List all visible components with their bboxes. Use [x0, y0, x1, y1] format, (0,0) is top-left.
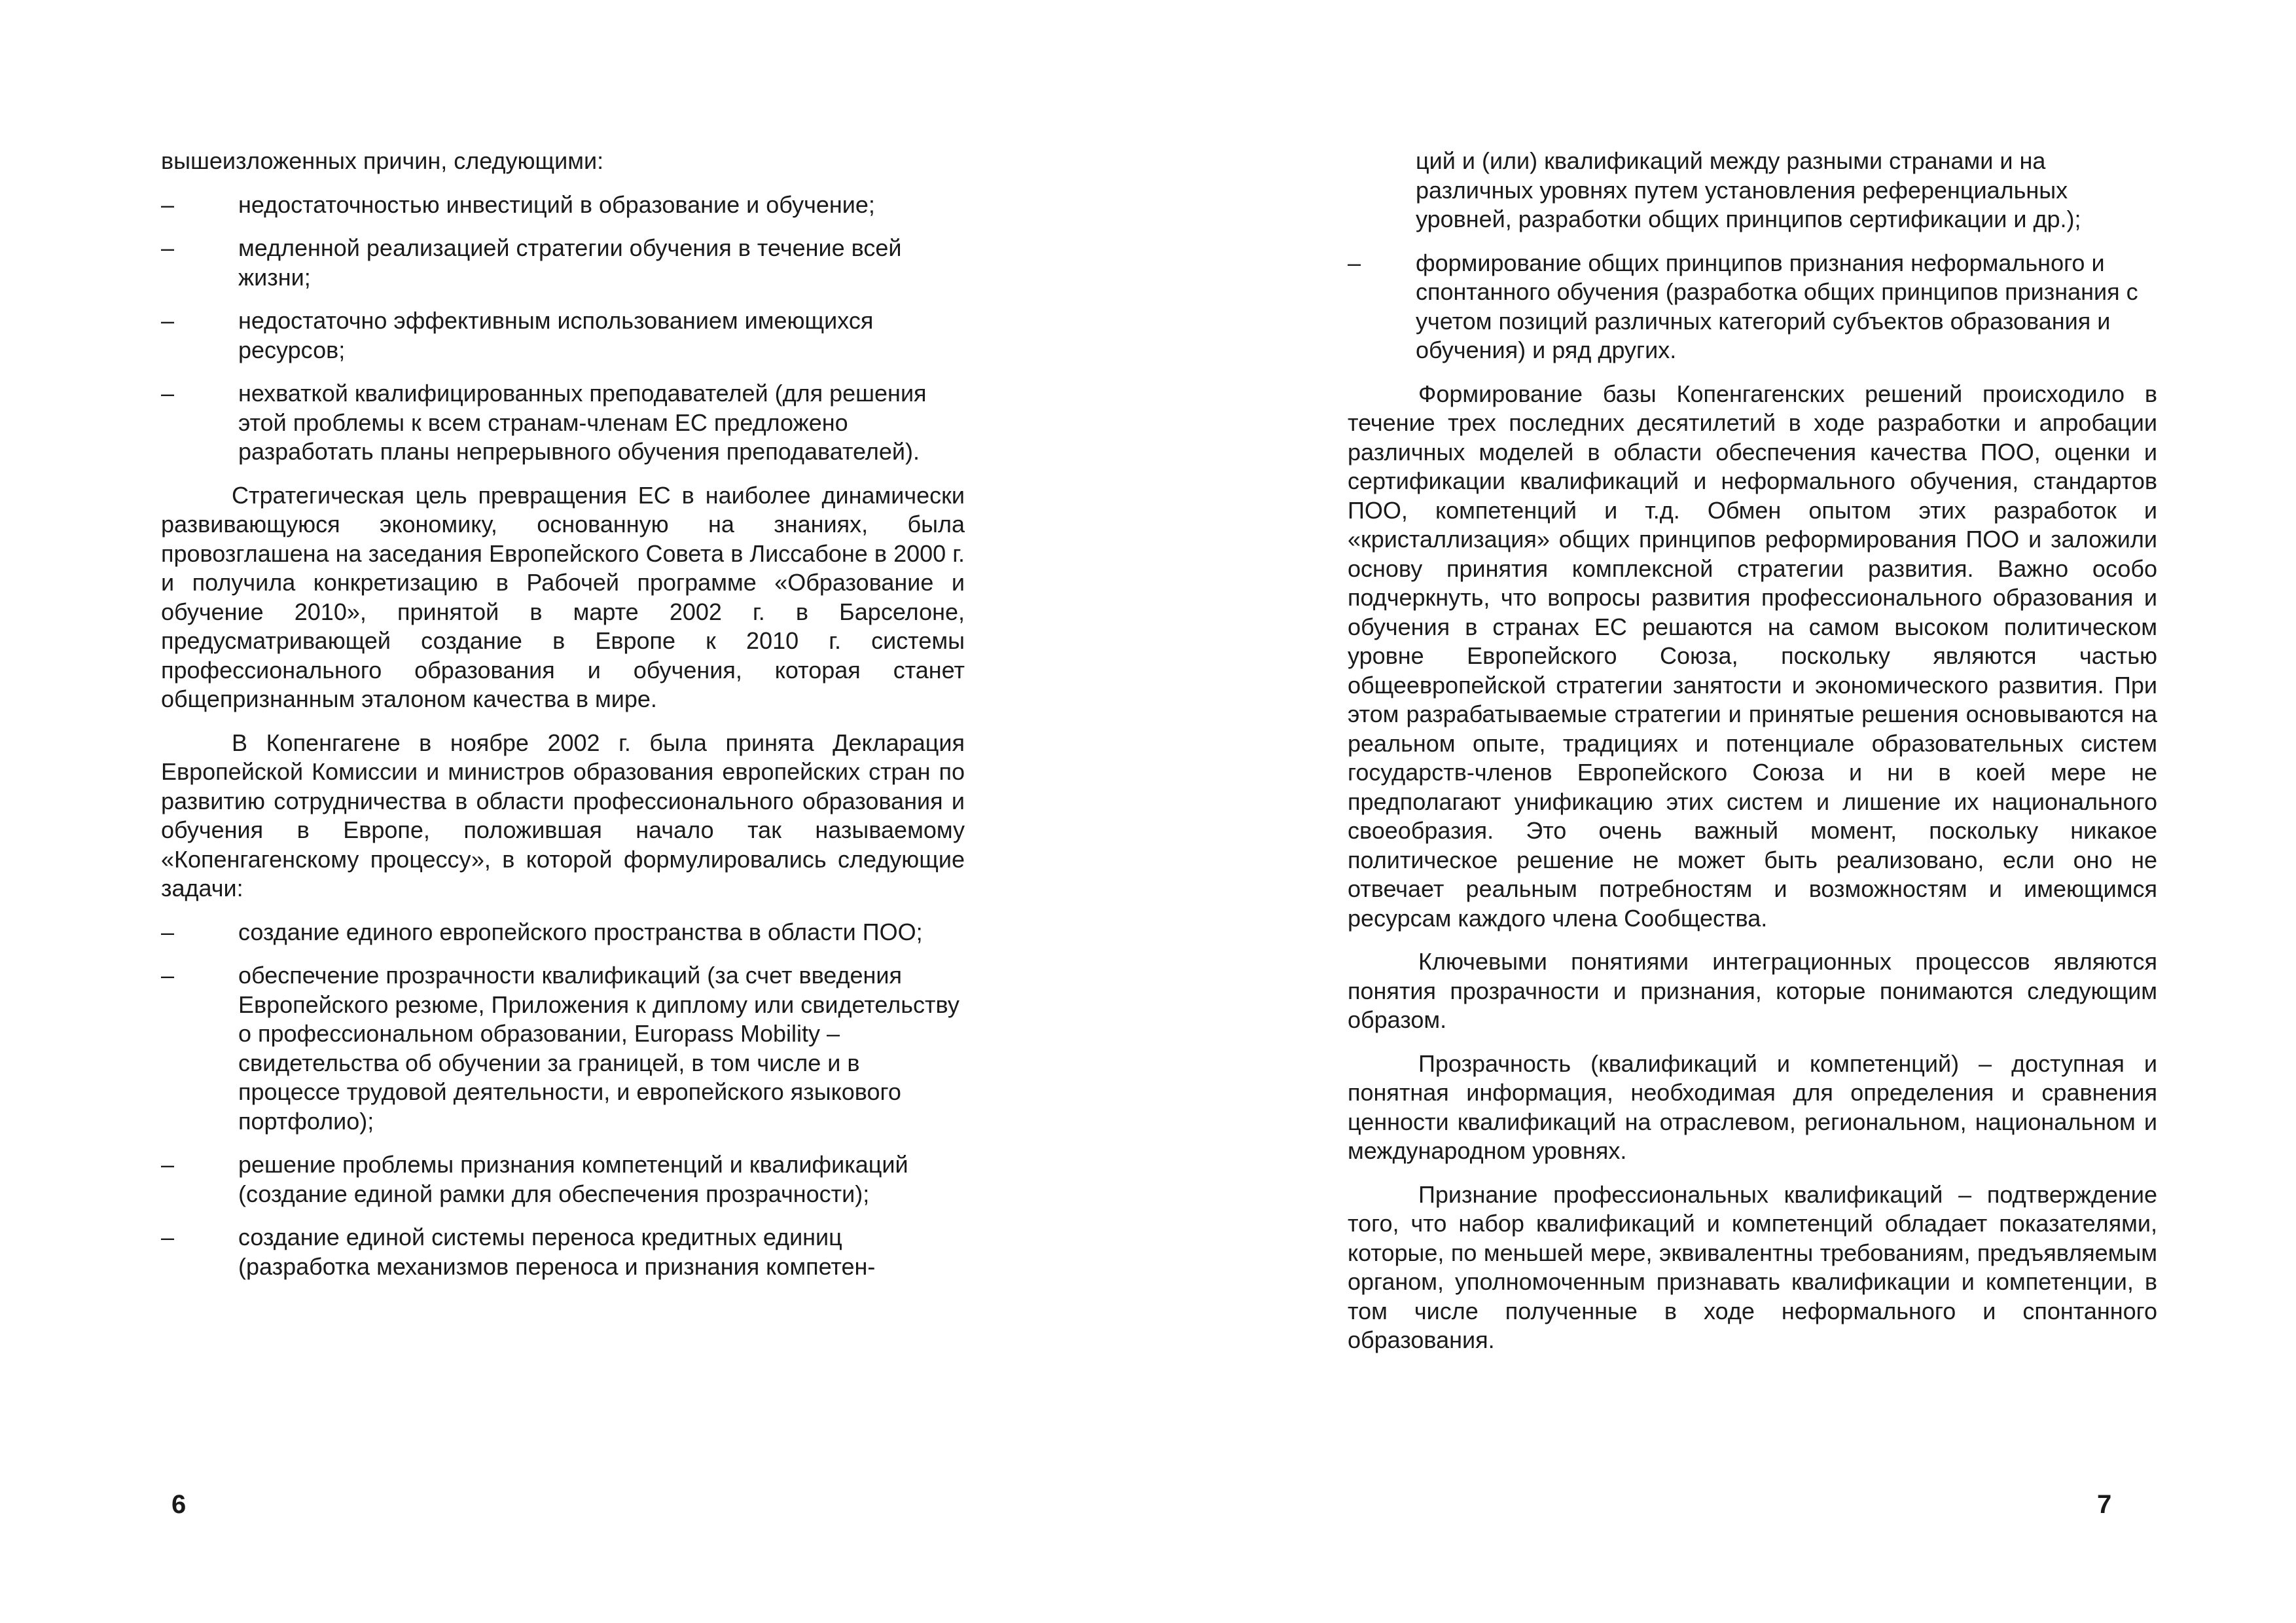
- left-paragraph-2: В Копенгагене в ноябре 2002 г. была принята Декларация Европейской Комиссии и министров образования европейских стран по развитию сотрудничества в области профессионального образования и обучения в Европе, положившая начало так называемому «Копенгагенскому процессу», в которой формулировались следующие задачи:: [161, 729, 965, 902]
- dash-marker: –: [161, 918, 175, 945]
- list-item: [161, 1150, 965, 1209]
- list-item-text: недостаточностью инвестиций в образование и обучение;: [238, 191, 875, 218]
- page-number-right: 7: [2097, 1490, 2112, 1519]
- right-paragraph-1: Формирование базы Копенгагенских решений происходило в течение трех последних десятилетий в ходе разработки и апробации различных моделей в области обеспечения качества ПОО, оценки и сертификации квалификаций и неформального обучения, стандартов ПОО, компетенций и т.д. Обмен опытом этих разработок и «кристаллизация» общих принципов реформирования ПОО и заложили основу принятия комплексной стратегии развития. Важно особо подчеркнуть, что вопросы развития профессионального образования и обучения в странах ЕС решаются на самом высоком политическом уровне Европейского Союза, поскольку являются частью общеевропейской стратегии занятости и экономического развития. При этом разрабатываемые стратегии и принятые решения основываются на реальном опыте, традициях и потенциале образовательных систем государств-членов Европейского Союза и ни в коей мере не предполагают унификацию этих систем и лишение их национального своеобразия. Это очень важный момент, поскольку никакое политическое решение не может быть реализовано, если оно не отвечает реальным потребностям и возможностям и имеющимся ресурсам каждого члена Сообщества.: [1348, 380, 2157, 932]
- list-item-continuation: [1348, 147, 2157, 234]
- list-item: [161, 191, 965, 220]
- list-item-text: недостаточно эффективным использованием имеющихся ресурсов;: [238, 307, 874, 363]
- list-item-text: формирование общих принципов признания неформального и спонтанного обучения (разработка общих принципов признания с учетом позиций различных категорий субъектов образования и обучения) и ряд других.: [1416, 249, 2138, 363]
- list-item: [1348, 249, 2157, 365]
- dash-marker: –: [161, 380, 175, 407]
- dash-marker: –: [161, 962, 175, 989]
- dash-marker: –: [161, 234, 175, 261]
- list-item: [161, 918, 965, 947]
- dash-marker: –: [161, 1151, 175, 1178]
- dash-marker: –: [1348, 249, 1361, 276]
- right-page: [1148, 0, 2296, 1623]
- list-item: [161, 306, 965, 365]
- list-item: [161, 1223, 965, 1281]
- list-item-text: нехваткой квалифицированных преподавателей (для решения этой проблемы к всем странам-членам ЕС предложено разработать планы непрерывного обучения преподавателей).: [238, 380, 927, 465]
- list-item: [161, 234, 965, 292]
- right-page-text: [1348, 147, 2157, 1370]
- dash-marker: –: [161, 191, 175, 218]
- dash-marker: –: [161, 1224, 175, 1250]
- right-paragraph-3: Прозрачность (квалификаций и компетенций) – доступная и понятная информация, необходимая для определения и сравнения ценности квалификаций на отраслевом, региональном, национальном и международном уровнях.: [1348, 1049, 2157, 1164]
- list-item-text: решение проблемы признания компетенций и квалификаций (создание единой рамки для обеспечения прозрачности);: [238, 1151, 908, 1207]
- list-item: [161, 961, 965, 1136]
- page-number-left: 6: [171, 1490, 187, 1519]
- left-intro: вышеизложенных причин, следующими:: [161, 147, 604, 174]
- list-item-text: создание единой системы переноса кредитных единиц (разработка механизмов переноса и признания компетен-: [238, 1224, 876, 1280]
- right-paragraph-2: Ключевыми понятиями интеграционных процессов являются понятия прозрачности и признания, которые понимаются следующим образом.: [1348, 948, 2157, 1033]
- list-item-text: обеспечение прозрачности квалификаций (за счет введения Европейского резюме, Приложения к диплому или свидетельству о профессиональном образовании, Europass Mobility – свидетельства об обучении за границей, в том числе и в процессе трудовой деятельности, и европейского языкового портфолио);: [238, 962, 960, 1135]
- list-item-text: медленной реализацией стратегии обучения в течение всей жизни;: [238, 234, 902, 291]
- left-page-text: [161, 147, 965, 1296]
- left-paragraph-1: Стратегическая цель превращения ЕС в наиболее динамически развивающуюся экономику, основанную на знаниях, была провозглашена на заседания Европейского Совета в Лиссабоне в 2000 г. и получила конкретизацию в Рабочей программе «Образование и обучение 2010», принятой в марте 2002 г. в Барселоне, предусматривающей создание в Европе к 2010 г. системы профессионального образования и обучения, которая станет общепризнанным эталоном качества в мире.: [161, 481, 965, 712]
- dash-marker: –: [161, 307, 175, 334]
- right-paragraph-4: Признание профессиональных квалификаций – подтверждение того, что набор квалификаций и компетенций обладает показателями, которые, по меньшей мере, эквивалентны требованиям, предъявляемым органом, уполномоченным признавать квалификации и компетенции, в том числе полученные в ходе неформального и спонтанного образования.: [1348, 1180, 2157, 1353]
- list-item-text: ций и (или) квалификаций между разными странами и на различных уровнях путем установления референциальных уровней, разработки общих принципов сертификации и др.);: [1416, 147, 2081, 232]
- list-item: [161, 379, 965, 467]
- list-item-text: создание единого европейского пространства в области ПОО;: [238, 918, 923, 945]
